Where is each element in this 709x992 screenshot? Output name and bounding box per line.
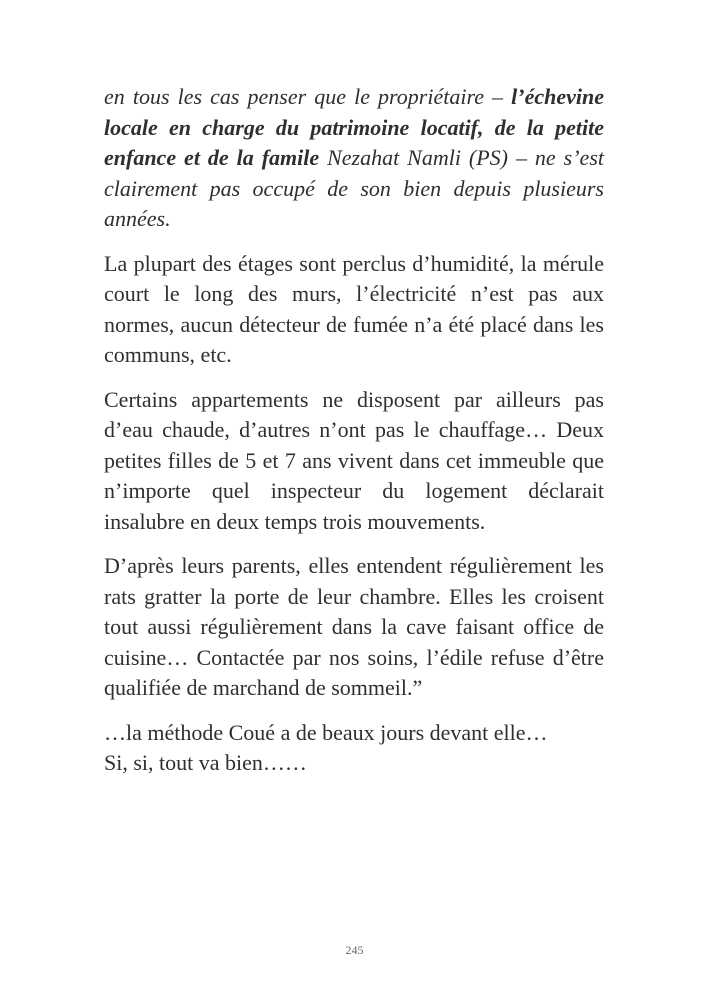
paragraph-1 <box>104 82 604 235</box>
closing-line-2: Si, si, tout va bien…… <box>104 750 307 775</box>
page-number: 245 <box>345 943 364 957</box>
closing-paragraph <box>104 718 604 779</box>
paragraph-3: Certains appartements ne disposent par ailleurs pas d’eau chaude, d’autres n’ont pas le chauffage… Deux petites filles de 5 et 7 ans vivent dans cet immeuble que n’importe quel inspecteur du logement déclarait insalubre en deux temps trois mouvements. <box>104 386 604 534</box>
paragraph-2: La plupart des étages sont perclus d’humidité, la mérule court le long des murs, l’électricité n’est pas aux normes, aucun détecteur de fumée n’a été placé dans les communs, etc. <box>104 250 604 367</box>
text-body <box>104 82 604 793</box>
closing-line-1: …la méthode Coué a de beaux jours devant elle… <box>104 719 548 745</box>
paragraph-1-intro: en tous les cas penser que le propriétaire – <box>104 84 504 109</box>
paragraph-1-rest: Nezahat Namli (PS) – ne s’est clairement pas occupé de son bien depuis plusieurs années. <box>104 145 604 231</box>
paragraph-4: D’après leurs parents, elles entendent régulièrement les rats gratter la porte de leur chambre. Elles les croisent tout aussi régulièrement dans la cave faisant office de cuisine… Contactée par nos soins, l’édile refuse d’être qualifiée de marchand de sommeil.” <box>104 553 604 700</box>
paragraph-1-role-highlight: l’échevine locale en charge du patrimoine locatif, de la petite enfance et de la famile <box>104 84 605 170</box>
